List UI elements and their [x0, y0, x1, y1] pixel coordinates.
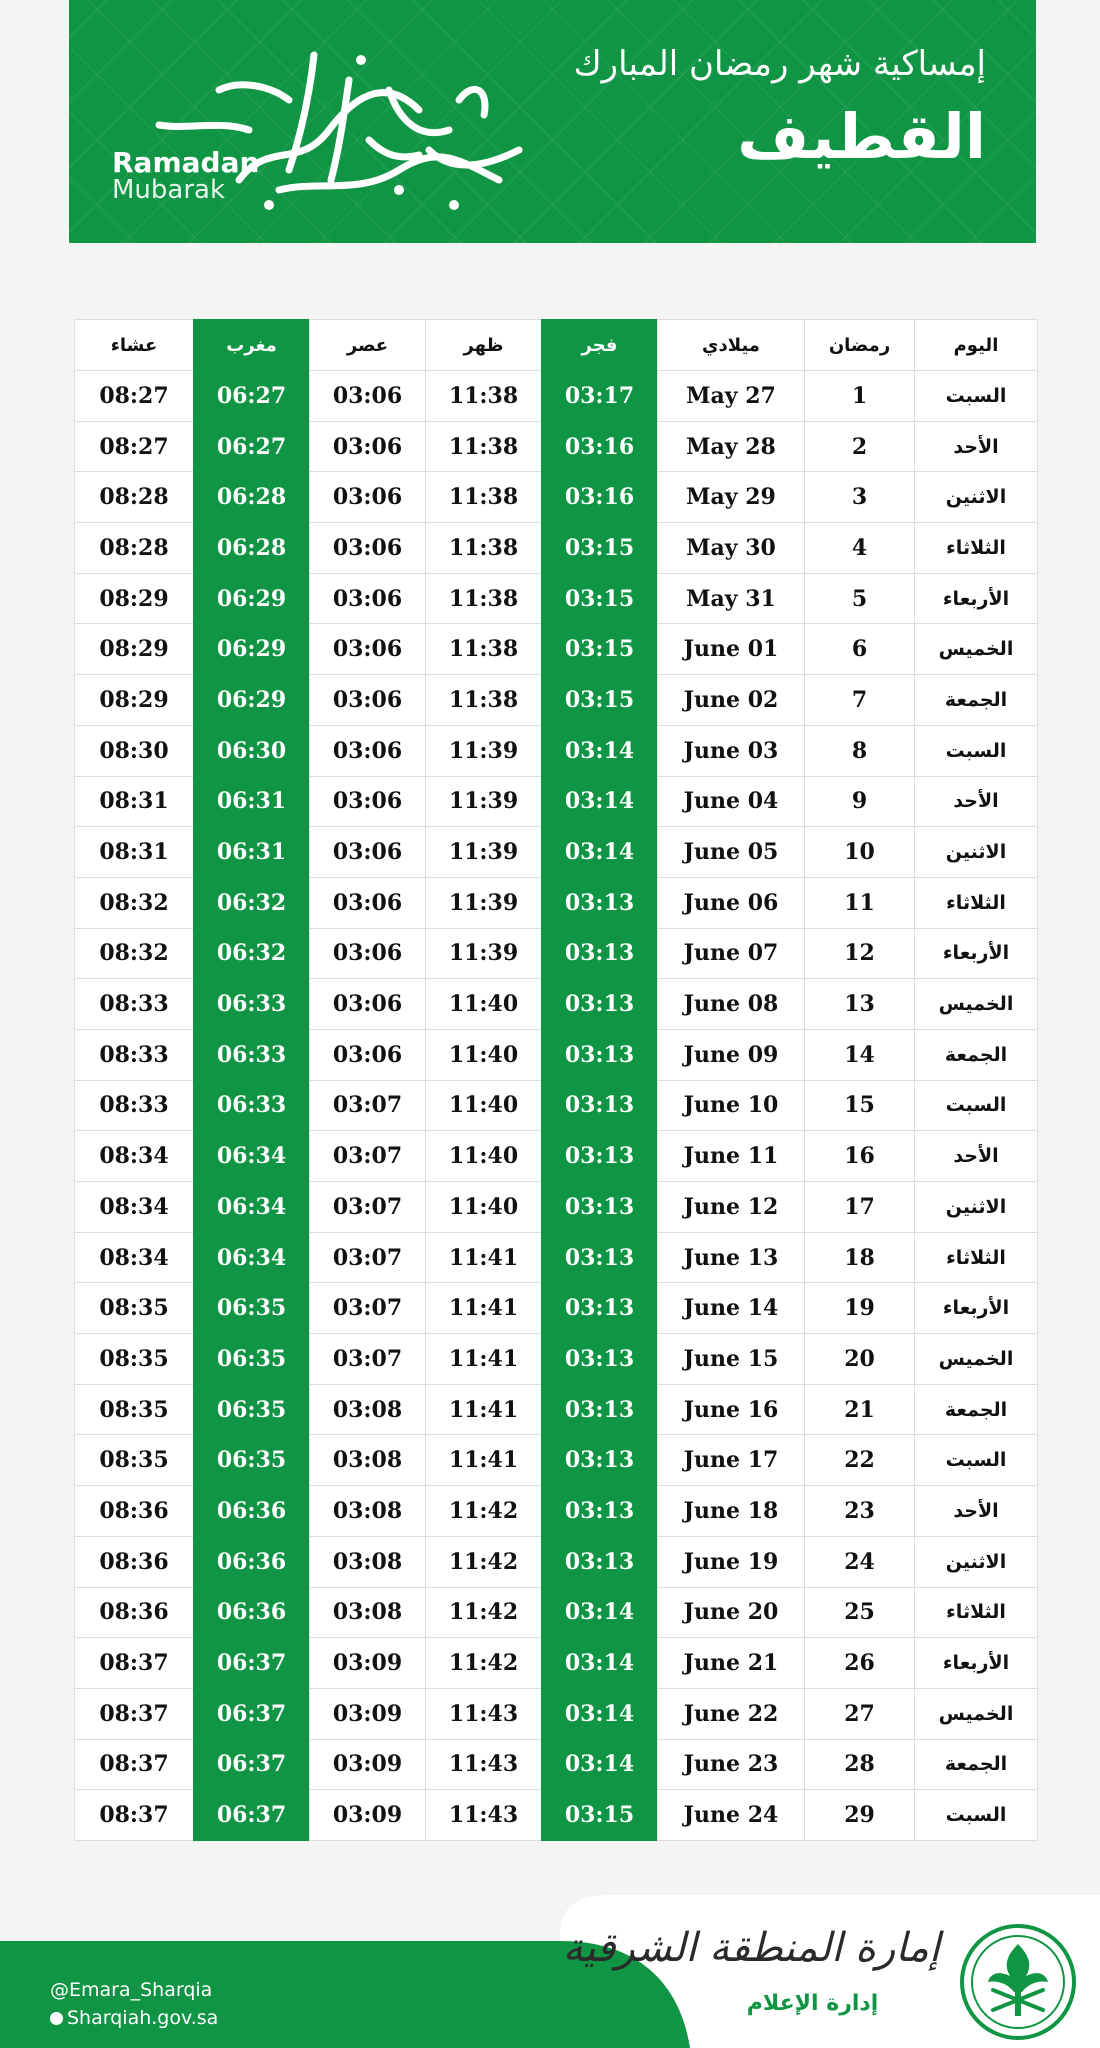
cell-ramadan: 5	[805, 573, 915, 624]
cell-gregorian: 21 June	[658, 1638, 805, 1689]
cell-asr: 03:06	[310, 573, 426, 624]
cell-maghrib: 06:37	[194, 1790, 310, 1841]
cell-asr: 03:08	[310, 1486, 426, 1537]
table-row	[75, 725, 1038, 776]
cell-ramadan: 4	[805, 523, 915, 574]
cell-ramadan: 29	[805, 1790, 915, 1841]
cell-day: الاثنين	[915, 827, 1038, 878]
cell-isha: 08:29	[75, 624, 194, 675]
cell-isha: 08:32	[75, 928, 194, 979]
cell-isha: 08:31	[75, 776, 194, 827]
cell-asr: 03:09	[310, 1739, 426, 1790]
col-header-dhuhr: ظهر	[426, 320, 542, 371]
cell-gregorian: 30 May	[658, 523, 805, 574]
logo-text-mubarak: Mubarak	[112, 175, 226, 205]
cell-maghrib: 06:34	[194, 1182, 310, 1233]
cell-isha: 08:37	[75, 1688, 194, 1739]
cell-ramadan: 19	[805, 1283, 915, 1334]
cell-dhuhr: 11:38	[426, 523, 542, 574]
col-header-gregorian: ميلادي	[658, 320, 805, 371]
cell-asr: 03:06	[310, 624, 426, 675]
cell-maghrib: 06:27	[194, 371, 310, 422]
cell-ramadan: 25	[805, 1587, 915, 1638]
cell-fajr: 03:14	[542, 776, 658, 827]
cell-day: الخميس	[915, 1334, 1038, 1385]
table-row	[75, 472, 1038, 523]
cell-asr: 03:08	[310, 1536, 426, 1587]
cell-ramadan: 18	[805, 1232, 915, 1283]
cell-maghrib: 06:29	[194, 573, 310, 624]
cell-ramadan: 2	[805, 421, 915, 472]
cell-fajr: 03:15	[542, 523, 658, 574]
prayer-times-table	[74, 319, 1038, 1841]
cell-isha: 08:29	[75, 675, 194, 726]
table-row	[75, 1638, 1038, 1689]
cell-fajr: 03:14	[542, 827, 658, 878]
cell-day: السبت	[915, 371, 1038, 422]
cell-isha: 08:36	[75, 1536, 194, 1587]
cell-day: الجمعة	[915, 1384, 1038, 1435]
cell-ramadan: 23	[805, 1486, 915, 1537]
cell-dhuhr: 11:39	[426, 725, 542, 776]
cell-dhuhr: 11:39	[426, 827, 542, 878]
cell-gregorian: 10 June	[658, 1080, 805, 1131]
cell-dhuhr: 11:41	[426, 1334, 542, 1385]
cell-fajr: 03:13	[542, 1080, 658, 1131]
cell-dhuhr: 11:38	[426, 624, 542, 675]
cell-asr: 03:06	[310, 675, 426, 726]
cell-day: الأربعاء	[915, 573, 1038, 624]
cell-asr: 03:08	[310, 1384, 426, 1435]
cell-gregorian: 31 May	[658, 573, 805, 624]
cell-dhuhr: 11:40	[426, 1182, 542, 1233]
table-row	[75, 1587, 1038, 1638]
cell-fajr: 03:13	[542, 1334, 658, 1385]
cell-isha: 08:29	[75, 573, 194, 624]
cell-day: الاثنين	[915, 1536, 1038, 1587]
cell-fajr: 03:14	[542, 1688, 658, 1739]
cell-ramadan: 15	[805, 1080, 915, 1131]
cell-fajr: 03:14	[542, 1587, 658, 1638]
table-row	[75, 1536, 1038, 1587]
table-row	[75, 675, 1038, 726]
col-header-asr: عصر	[310, 320, 426, 371]
cell-asr: 03:06	[310, 725, 426, 776]
cell-asr: 03:06	[310, 523, 426, 574]
cell-isha: 08:30	[75, 725, 194, 776]
table-row	[75, 1283, 1038, 1334]
cell-gregorian: 12 June	[658, 1182, 805, 1233]
cell-gregorian: 29 May	[658, 472, 805, 523]
cell-isha: 08:33	[75, 979, 194, 1030]
cell-gregorian: 17 June	[658, 1435, 805, 1486]
cell-asr: 03:08	[310, 1587, 426, 1638]
website-text: Sharqiah.gov.sa	[67, 2007, 219, 2029]
cell-gregorian: 27 May	[658, 371, 805, 422]
cell-gregorian: 03 June	[658, 725, 805, 776]
cell-fajr: 03:13	[542, 979, 658, 1030]
cell-maghrib: 06:30	[194, 725, 310, 776]
cell-day: الأربعاء	[915, 1283, 1038, 1334]
cell-asr: 03:06	[310, 1029, 426, 1080]
cell-fajr: 03:13	[542, 1182, 658, 1233]
cell-gregorian: 14 June	[658, 1283, 805, 1334]
cell-isha: 08:35	[75, 1334, 194, 1385]
cell-isha: 08:27	[75, 371, 194, 422]
cell-dhuhr: 11:40	[426, 1131, 542, 1182]
cell-asr: 03:07	[310, 1334, 426, 1385]
table-row	[75, 1739, 1038, 1790]
cell-day: الخميس	[915, 979, 1038, 1030]
cell-dhuhr: 11:38	[426, 675, 542, 726]
cell-ramadan: 11	[805, 877, 915, 928]
saudi-emblem-icon	[958, 1922, 1078, 2042]
cell-fajr: 03:13	[542, 1131, 658, 1182]
cell-asr: 03:08	[310, 1435, 426, 1486]
cell-dhuhr: 11:38	[426, 472, 542, 523]
cell-gregorian: 13 June	[658, 1232, 805, 1283]
cell-gregorian: 23 June	[658, 1739, 805, 1790]
cell-fajr: 03:15	[542, 624, 658, 675]
cell-isha: 08:34	[75, 1232, 194, 1283]
cell-dhuhr: 11:41	[426, 1435, 542, 1486]
table-row	[75, 1435, 1038, 1486]
org-name: إمارة المنطقة الشرقية	[562, 1925, 940, 1971]
cell-dhuhr: 11:40	[426, 979, 542, 1030]
cell-asr: 03:06	[310, 776, 426, 827]
cell-dhuhr: 11:42	[426, 1486, 542, 1537]
cell-asr: 03:07	[310, 1131, 426, 1182]
table-row	[75, 1131, 1038, 1182]
cell-ramadan: 27	[805, 1688, 915, 1739]
cell-maghrib: 06:36	[194, 1536, 310, 1587]
table-header-row	[75, 320, 1038, 371]
cell-day: الثلاثاء	[915, 1232, 1038, 1283]
cell-day: الثلاثاء	[915, 1587, 1038, 1638]
cell-fajr: 03:15	[542, 1790, 658, 1841]
cell-day: الأحد	[915, 1486, 1038, 1537]
cell-gregorian: 18 June	[658, 1486, 805, 1537]
cell-gregorian: 20 June	[658, 1587, 805, 1638]
social-handle: @Emara_Sharqia	[50, 1979, 213, 2001]
cell-maghrib: 06:32	[194, 928, 310, 979]
cell-gregorian: 28 May	[658, 421, 805, 472]
cell-dhuhr: 11:42	[426, 1536, 542, 1587]
cell-day: الأحد	[915, 1131, 1038, 1182]
table-row	[75, 1334, 1038, 1385]
cell-maghrib: 06:31	[194, 776, 310, 827]
table-row	[75, 776, 1038, 827]
cell-isha: 08:27	[75, 421, 194, 472]
cell-ramadan: 16	[805, 1131, 915, 1182]
cell-asr: 03:06	[310, 827, 426, 878]
cell-dhuhr: 11:39	[426, 877, 542, 928]
header-banner	[69, 0, 1036, 243]
cell-maghrib: 06:33	[194, 1029, 310, 1080]
table-row	[75, 624, 1038, 675]
cell-day: الاثنين	[915, 472, 1038, 523]
cell-dhuhr: 11:41	[426, 1384, 542, 1435]
cell-gregorian: 02 June	[658, 675, 805, 726]
cell-dhuhr: 11:39	[426, 928, 542, 979]
cell-fajr: 03:13	[542, 1232, 658, 1283]
cell-maghrib: 06:35	[194, 1435, 310, 1486]
cell-maghrib: 06:37	[194, 1739, 310, 1790]
col-header-fajr: فجر	[542, 320, 658, 371]
cell-fajr: 03:14	[542, 1739, 658, 1790]
cell-day: السبت	[915, 1080, 1038, 1131]
table-row	[75, 421, 1038, 472]
cell-fajr: 03:13	[542, 1435, 658, 1486]
cell-ramadan: 6	[805, 624, 915, 675]
table-row	[75, 371, 1038, 422]
cell-asr: 03:06	[310, 421, 426, 472]
cell-day: الجمعة	[915, 1029, 1038, 1080]
cell-gregorian: 11 June	[658, 1131, 805, 1182]
cell-isha: 08:35	[75, 1384, 194, 1435]
cell-dhuhr: 11:41	[426, 1232, 542, 1283]
cell-day: الأحد	[915, 776, 1038, 827]
col-header-day: اليوم	[915, 320, 1038, 371]
cell-isha: 08:33	[75, 1080, 194, 1131]
cell-maghrib: 06:37	[194, 1638, 310, 1689]
cell-gregorian: 22 June	[658, 1688, 805, 1739]
cell-fajr: 03:16	[542, 472, 658, 523]
cell-isha: 08:28	[75, 472, 194, 523]
cell-maghrib: 06:27	[194, 421, 310, 472]
cell-gregorian: 01 June	[658, 624, 805, 675]
cell-dhuhr: 11:43	[426, 1790, 542, 1841]
table-row	[75, 573, 1038, 624]
cell-ramadan: 20	[805, 1334, 915, 1385]
cell-day: الخميس	[915, 1688, 1038, 1739]
cell-fajr: 03:16	[542, 421, 658, 472]
cell-maghrib: 06:35	[194, 1334, 310, 1385]
logo-text-ramadan: Ramadan	[112, 146, 260, 179]
table-row	[75, 1182, 1038, 1233]
table-row	[75, 979, 1038, 1030]
cell-gregorian: 19 June	[658, 1536, 805, 1587]
col-header-maghrib: مغرب	[194, 320, 310, 371]
cell-isha: 08:37	[75, 1790, 194, 1841]
page-title: القطيف	[737, 100, 986, 173]
cell-ramadan: 17	[805, 1182, 915, 1233]
cell-isha: 08:31	[75, 827, 194, 878]
cell-day: الجمعة	[915, 1739, 1038, 1790]
cell-ramadan: 9	[805, 776, 915, 827]
cell-day: الجمعة	[915, 675, 1038, 726]
table-row	[75, 827, 1038, 878]
cell-ramadan: 24	[805, 1536, 915, 1587]
cell-dhuhr: 11:38	[426, 371, 542, 422]
cell-asr: 03:09	[310, 1790, 426, 1841]
cell-ramadan: 14	[805, 1029, 915, 1080]
col-header-isha: عشاء	[75, 320, 194, 371]
footer-handles	[50, 1976, 218, 2032]
cell-ramadan: 12	[805, 928, 915, 979]
table-row	[75, 928, 1038, 979]
cell-dhuhr: 11:39	[426, 776, 542, 827]
page-subtitle: إمساكية شهر رمضان المبارك	[573, 44, 986, 84]
table-row	[75, 877, 1038, 928]
cell-ramadan: 28	[805, 1739, 915, 1790]
cell-isha: 08:36	[75, 1587, 194, 1638]
cell-isha: 08:32	[75, 877, 194, 928]
cell-asr: 03:06	[310, 371, 426, 422]
cell-gregorian: 07 June	[658, 928, 805, 979]
cell-dhuhr: 11:43	[426, 1688, 542, 1739]
cell-maghrib: 06:31	[194, 827, 310, 878]
cell-day: السبت	[915, 725, 1038, 776]
cell-ramadan: 3	[805, 472, 915, 523]
cell-maghrib: 06:33	[194, 1080, 310, 1131]
cell-maghrib: 06:28	[194, 523, 310, 574]
cell-ramadan: 26	[805, 1638, 915, 1689]
cell-ramadan: 8	[805, 725, 915, 776]
cell-ramadan: 7	[805, 675, 915, 726]
cell-isha: 08:35	[75, 1435, 194, 1486]
cell-maghrib: 06:35	[194, 1283, 310, 1334]
cell-ramadan: 1	[805, 371, 915, 422]
cell-dhuhr: 11:42	[426, 1587, 542, 1638]
cell-fajr: 03:13	[542, 1486, 658, 1537]
cell-dhuhr: 11:43	[426, 1739, 542, 1790]
cell-dhuhr: 11:38	[426, 421, 542, 472]
table-row	[75, 1029, 1038, 1080]
bullet-icon	[50, 2012, 63, 2025]
cell-isha: 08:28	[75, 523, 194, 574]
cell-day: الثلاثاء	[915, 523, 1038, 574]
cell-asr: 03:06	[310, 979, 426, 1030]
cell-gregorian: 09 June	[658, 1029, 805, 1080]
department-name: إدارة الإعلام	[746, 1991, 879, 2016]
cell-day: السبت	[915, 1790, 1038, 1841]
cell-fajr: 03:17	[542, 371, 658, 422]
cell-maghrib: 06:32	[194, 877, 310, 928]
cell-fajr: 03:15	[542, 675, 658, 726]
cell-maghrib: 06:29	[194, 624, 310, 675]
col-header-ramadan: رمضان	[805, 320, 915, 371]
cell-maghrib: 06:28	[194, 472, 310, 523]
cell-gregorian: 04 June	[658, 776, 805, 827]
cell-isha: 08:33	[75, 1029, 194, 1080]
cell-gregorian: 15 June	[658, 1334, 805, 1385]
cell-maghrib: 06:33	[194, 979, 310, 1030]
cell-asr: 03:06	[310, 877, 426, 928]
cell-day: الأربعاء	[915, 928, 1038, 979]
cell-asr: 03:07	[310, 1283, 426, 1334]
table-row	[75, 1232, 1038, 1283]
cell-isha: 08:34	[75, 1131, 194, 1182]
cell-day: الاثنين	[915, 1182, 1038, 1233]
cell-dhuhr: 11:40	[426, 1080, 542, 1131]
cell-maghrib: 06:36	[194, 1587, 310, 1638]
table-row	[75, 1080, 1038, 1131]
table-row	[75, 1688, 1038, 1739]
cell-asr: 03:09	[310, 1638, 426, 1689]
cell-fajr: 03:13	[542, 877, 658, 928]
cell-gregorian: 05 June	[658, 827, 805, 878]
cell-day: الثلاثاء	[915, 877, 1038, 928]
cell-maghrib: 06:34	[194, 1232, 310, 1283]
table-row	[75, 1384, 1038, 1435]
cell-isha: 08:35	[75, 1283, 194, 1334]
cell-dhuhr: 11:38	[426, 573, 542, 624]
cell-gregorian: 06 June	[658, 877, 805, 928]
cell-day: الخميس	[915, 624, 1038, 675]
cell-day: الأربعاء	[915, 1638, 1038, 1689]
cell-dhuhr: 11:42	[426, 1638, 542, 1689]
cell-ramadan: 13	[805, 979, 915, 1030]
cell-isha: 08:37	[75, 1638, 194, 1689]
table-row	[75, 523, 1038, 574]
cell-asr: 03:07	[310, 1080, 426, 1131]
cell-fajr: 03:14	[542, 1638, 658, 1689]
cell-fajr: 03:14	[542, 725, 658, 776]
cell-fajr: 03:13	[542, 1384, 658, 1435]
cell-dhuhr: 11:41	[426, 1283, 542, 1334]
cell-gregorian: 16 June	[658, 1384, 805, 1435]
cell-gregorian: 08 June	[658, 979, 805, 1030]
cell-maghrib: 06:36	[194, 1486, 310, 1537]
cell-maghrib: 06:34	[194, 1131, 310, 1182]
cell-asr: 03:07	[310, 1232, 426, 1283]
cell-day: الأحد	[915, 421, 1038, 472]
cell-dhuhr: 11:40	[426, 1029, 542, 1080]
cell-fajr: 03:13	[542, 1029, 658, 1080]
cell-asr: 03:06	[310, 928, 426, 979]
cell-isha: 08:34	[75, 1182, 194, 1233]
cell-ramadan: 10	[805, 827, 915, 878]
cell-fajr: 03:15	[542, 573, 658, 624]
cell-isha: 08:37	[75, 1739, 194, 1790]
website-link[interactable]	[50, 2004, 218, 2032]
cell-day: السبت	[915, 1435, 1038, 1486]
table-row	[75, 1486, 1038, 1537]
cell-gregorian: 24 June	[658, 1790, 805, 1841]
table-row	[75, 1790, 1038, 1841]
cell-fajr: 03:13	[542, 928, 658, 979]
cell-isha: 08:36	[75, 1486, 194, 1537]
cell-ramadan: 21	[805, 1384, 915, 1435]
cell-maghrib: 06:37	[194, 1688, 310, 1739]
cell-asr: 03:06	[310, 472, 426, 523]
cell-fajr: 03:13	[542, 1536, 658, 1587]
cell-fajr: 03:13	[542, 1283, 658, 1334]
cell-asr: 03:09	[310, 1688, 426, 1739]
cell-asr: 03:07	[310, 1182, 426, 1233]
cell-maghrib: 06:35	[194, 1384, 310, 1435]
cell-maghrib: 06:29	[194, 675, 310, 726]
cell-ramadan: 22	[805, 1435, 915, 1486]
